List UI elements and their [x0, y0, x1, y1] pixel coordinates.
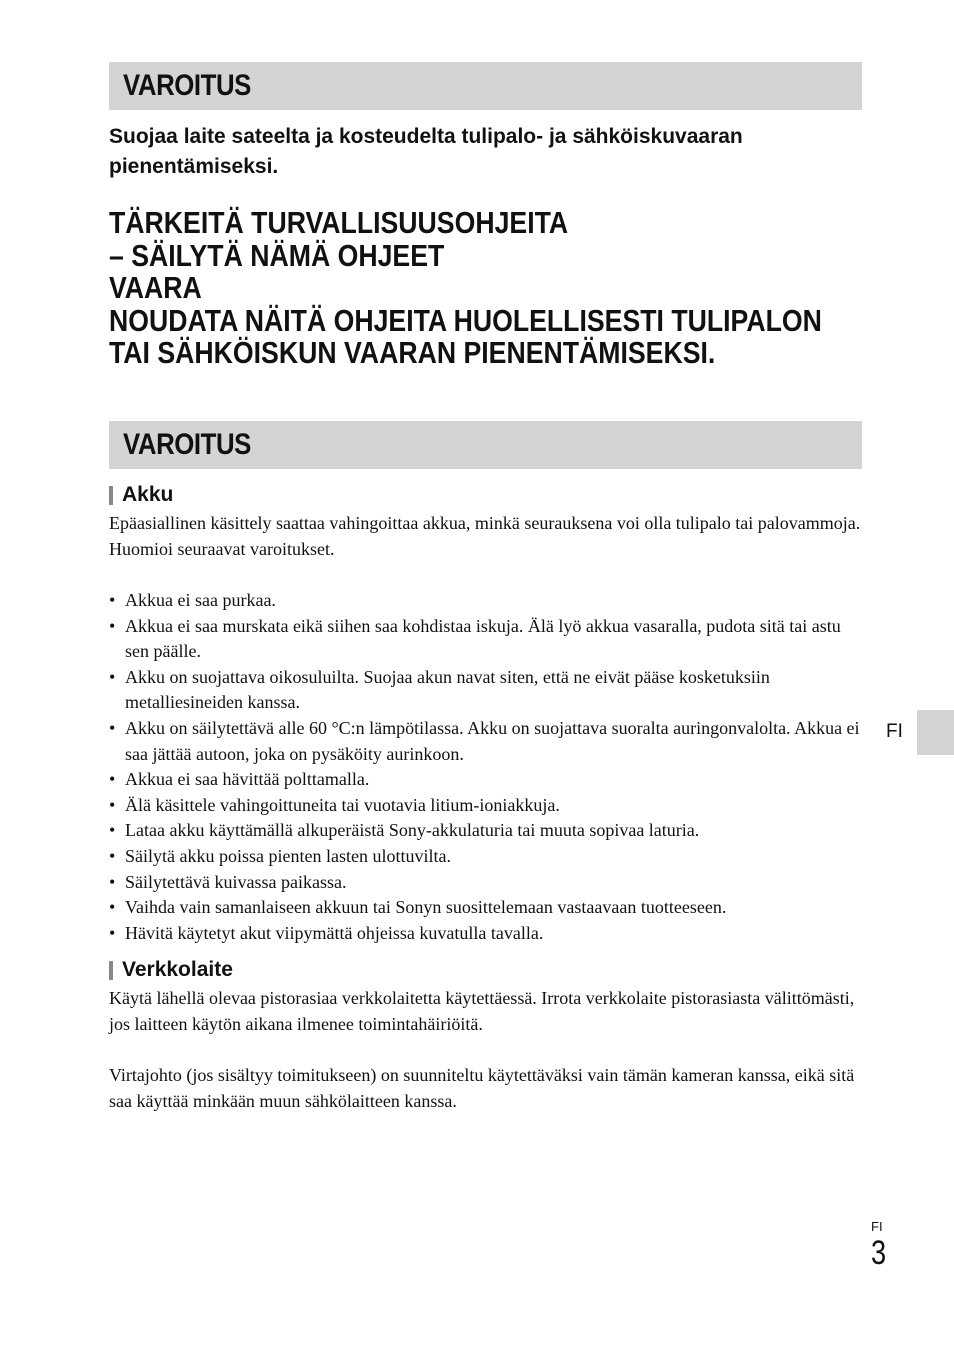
section-marker-icon	[109, 486, 113, 505]
section-marker-icon	[109, 961, 113, 980]
bullet-icon: •	[109, 717, 116, 738]
list-item-text: Lataa akku käyttämällä alkuperäistä Sony-akkulaturia tai muuta sopivaa laturia.	[125, 820, 700, 841]
intro-warning-text: Suojaa laite sateelta ja kosteudelta tulipalo- ja sähköiskuvaaran pienentämiseksi.	[109, 125, 743, 178]
adapter-paragraph-1: Käytä lähellä olevaa pistorasiaa verkkolaitetta käytettäessä. Irrota verkkolaite pistorasiasta välittömästi, jos laitteen käytön aikana ilmenee toimintahäiriöitä.	[109, 988, 855, 1034]
bullet-icon: •	[109, 922, 116, 943]
bullet-icon: •	[109, 871, 116, 892]
battery-intro-paragraph: Epäasiallinen käsittely saattaa vahingoittaa akkua, minkä seurauksena voi olla tulipalo tai palovammoja. Huomioi seuraavat varoitukset.	[109, 513, 861, 559]
adapter-section-heading	[109, 957, 233, 983]
bullet-icon: •	[109, 897, 116, 918]
page-number: 3	[871, 1234, 887, 1272]
safety-instructions-heading	[109, 207, 909, 370]
battery-warnings-list	[109, 588, 869, 946]
adapter-paragraph-2: Virtajohto (jos sisältyy toimitukseen) on suunniteltu käytettäväksi vain tämän kameran kanssa, eikä sitä saa käyttää minkään muun sähkölaitteen kanssa.	[109, 1065, 855, 1111]
list-item	[109, 844, 869, 870]
list-item	[109, 588, 869, 614]
bullet-icon: •	[109, 666, 116, 687]
list-item-text: Akkua ei saa murskata eikä siihen saa kohdistaa iskuja. Älä lyö akkua vasaralla, pudota sitä tai astu sen päälle.	[125, 615, 841, 662]
list-item-text: Akkua ei saa hävittää polttamalla.	[125, 769, 370, 790]
bullet-icon: •	[109, 820, 116, 841]
bullet-icon: •	[109, 845, 116, 866]
list-item	[109, 921, 869, 947]
side-language-label: FI	[886, 721, 903, 742]
list-item	[109, 793, 869, 819]
safety-heading-line: TAI SÄHKÖISKUN VAARAN PIENENTÄMISEKSI.	[109, 335, 716, 370]
list-item-text: Säilytä akku poissa pienten lasten ulottuvilta.	[125, 845, 451, 866]
warning-banner	[109, 62, 862, 110]
bullet-icon: •	[109, 794, 116, 815]
warning-banner-title: VAROITUS	[123, 428, 251, 461]
battery-section-title: Akku	[122, 483, 174, 506]
adapter-section-title: Verkkolaite	[122, 958, 233, 981]
warning-banner	[109, 421, 862, 469]
list-item	[109, 895, 869, 921]
list-item-text: Akku on säilytettävä alle 60 °C:n lämpötilassa. Akku on suojattava suoralta auringonvalolta. Akkua ei saa jättää autoon, joka on pysäköity aurinkoon.	[125, 717, 860, 764]
list-item	[109, 767, 869, 793]
safety-heading-line: – SÄILYTÄ NÄMÄ OHJEET	[109, 237, 445, 273]
list-item-text: Akkua ei saa purkaa.	[125, 590, 276, 610]
list-item	[109, 665, 869, 716]
list-item	[109, 716, 869, 767]
list-item-text: Säilytettävä kuivassa paikassa.	[125, 871, 347, 892]
list-item	[109, 614, 869, 665]
list-item	[109, 818, 869, 844]
footer-language: FI	[871, 1219, 883, 1234]
list-item-text: Älä käsittele vahingoittuneita tai vuotavia litium-ioniakkuja.	[125, 794, 560, 815]
list-item-text: Akku on suojattava oikosuluilta. Suojaa akun navat siten, että ne eivät pääse kosketuksiin metalliesineiden kanssa.	[125, 666, 770, 713]
warning-banner-title: VAROITUS	[123, 69, 251, 102]
list-item	[109, 870, 869, 896]
battery-section-heading	[109, 482, 173, 508]
bullet-icon: •	[109, 590, 116, 610]
bullet-icon: •	[109, 769, 116, 790]
language-tab-marker	[917, 710, 954, 755]
bullet-icon: •	[109, 615, 116, 636]
list-item-text: Vaihda vain samanlaiseen akkuun tai Sonyn suosittelemaan vastaavaan tuotteeseen.	[125, 897, 727, 918]
safety-heading-line: VAARA	[109, 270, 202, 305]
safety-heading-line: TÄRKEITÄ TURVALLISUUSOHJEITA	[109, 205, 569, 240]
safety-heading-line: NOUDATA NÄITÄ OHJEITA HUOLELLISESTI TULIPALON	[109, 302, 822, 338]
list-item-text: Hävitä käytetyt akut viipymättä ohjeissa kuvatulla tavalla.	[125, 922, 544, 943]
